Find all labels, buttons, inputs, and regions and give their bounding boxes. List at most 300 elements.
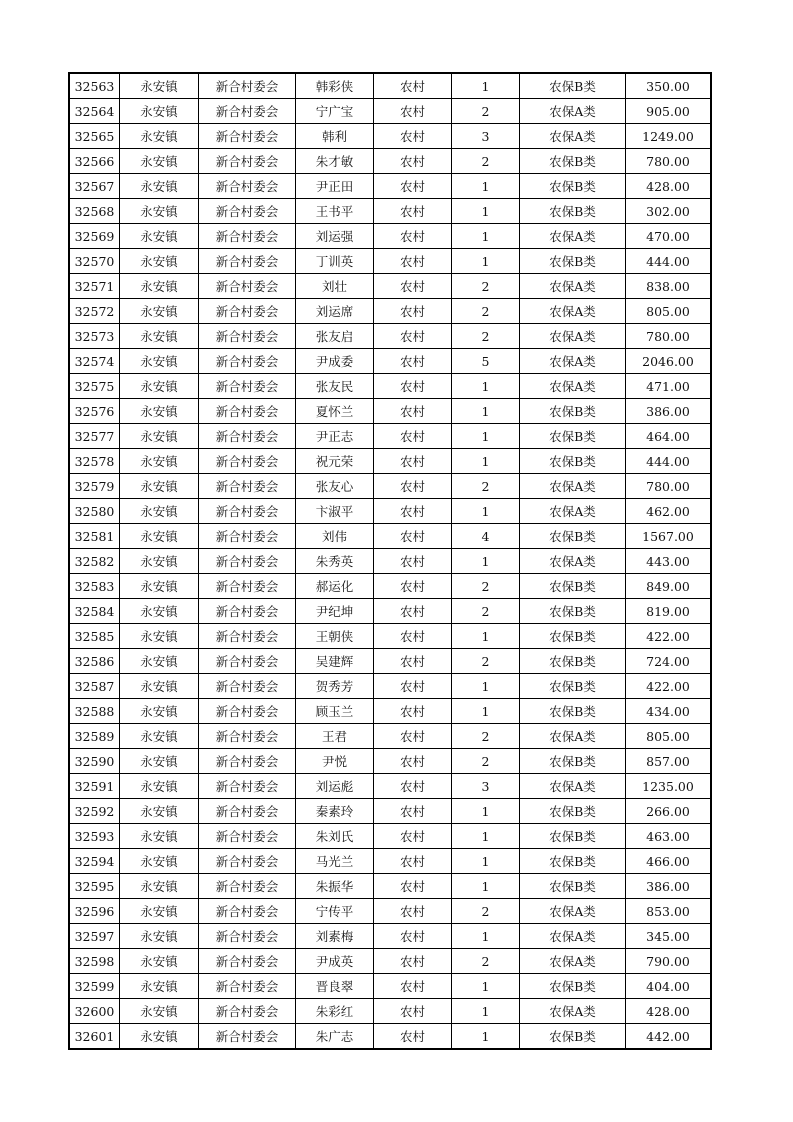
insurance-class-cell: 农保A类 [520,374,626,399]
id-cell: 32564 [69,99,120,124]
insurance-class-cell: 农保A类 [520,499,626,524]
table-row [69,499,711,524]
committee-cell: 新合村委会 [199,974,296,999]
name-cell: 马光兰 [296,849,374,874]
table-body [69,73,711,1049]
area-type-cell: 农村 [374,99,452,124]
area-type-cell: 农村 [374,999,452,1024]
amount-cell: 464.00 [626,424,712,449]
amount-cell: 2046.00 [626,349,712,374]
area-type-cell: 农村 [374,699,452,724]
household-count-cell: 2 [452,749,520,774]
town-cell: 永安镇 [120,699,199,724]
committee-cell: 新合村委会 [199,649,296,674]
amount-cell: 422.00 [626,674,712,699]
insurance-class-cell: 农保B类 [520,574,626,599]
id-cell: 32573 [69,324,120,349]
name-cell: 朱振华 [296,874,374,899]
name-cell: 刘伟 [296,524,374,549]
insurance-class-cell: 农保A类 [520,274,626,299]
town-cell: 永安镇 [120,424,199,449]
area-type-cell: 农村 [374,474,452,499]
committee-cell: 新合村委会 [199,124,296,149]
insurance-class-cell: 农保A类 [520,349,626,374]
household-count-cell: 2 [452,299,520,324]
table-row [69,249,711,274]
town-cell: 永安镇 [120,199,199,224]
insurance-class-cell: 农保B类 [520,599,626,624]
household-count-cell: 1 [452,549,520,574]
name-cell: 王朝侠 [296,624,374,649]
area-type-cell: 农村 [374,649,452,674]
town-cell: 永安镇 [120,799,199,824]
name-cell: 张友民 [296,374,374,399]
amount-cell: 345.00 [626,924,712,949]
area-type-cell: 农村 [374,574,452,599]
committee-cell: 新合村委会 [199,199,296,224]
town-cell: 永安镇 [120,599,199,624]
amount-cell: 350.00 [626,73,712,99]
table-row [69,299,711,324]
insurance-class-cell: 农保A类 [520,299,626,324]
insurance-class-cell: 农保B类 [520,249,626,274]
id-cell: 32577 [69,424,120,449]
id-cell: 32575 [69,374,120,399]
household-count-cell: 1 [452,999,520,1024]
area-type-cell: 农村 [374,249,452,274]
table-row [69,149,711,174]
insurance-class-cell: 农保B类 [520,649,626,674]
amount-cell: 463.00 [626,824,712,849]
town-cell: 永安镇 [120,999,199,1024]
table-row [69,824,711,849]
town-cell: 永安镇 [120,974,199,999]
area-type-cell: 农村 [374,199,452,224]
id-cell: 32579 [69,474,120,499]
id-cell: 32589 [69,724,120,749]
committee-cell: 新合村委会 [199,449,296,474]
amount-cell: 724.00 [626,649,712,674]
committee-cell: 新合村委会 [199,499,296,524]
insurance-class-cell: 农保B类 [520,674,626,699]
committee-cell: 新合村委会 [199,149,296,174]
household-count-cell: 1 [452,824,520,849]
id-cell: 32600 [69,999,120,1024]
area-type-cell: 农村 [374,1024,452,1050]
insurance-class-cell: 农保A类 [520,474,626,499]
id-cell: 32595 [69,874,120,899]
id-cell: 32587 [69,674,120,699]
insurance-class-cell: 农保A类 [520,224,626,249]
amount-cell: 462.00 [626,499,712,524]
area-type-cell: 农村 [374,749,452,774]
table-row [69,549,711,574]
town-cell: 永安镇 [120,224,199,249]
area-type-cell: 农村 [374,224,452,249]
committee-cell: 新合村委会 [199,624,296,649]
amount-cell: 434.00 [626,699,712,724]
amount-cell: 819.00 [626,599,712,624]
amount-cell: 444.00 [626,249,712,274]
committee-cell: 新合村委会 [199,474,296,499]
town-cell: 永安镇 [120,73,199,99]
town-cell: 永安镇 [120,174,199,199]
name-cell: 尹纪坤 [296,599,374,624]
household-count-cell: 1 [452,849,520,874]
town-cell: 永安镇 [120,774,199,799]
insurance-class-cell: 农保A类 [520,774,626,799]
committee-cell: 新合村委会 [199,174,296,199]
committee-cell: 新合村委会 [199,374,296,399]
household-count-cell: 1 [452,699,520,724]
committee-cell: 新合村委会 [199,874,296,899]
committee-cell: 新合村委会 [199,999,296,1024]
insurance-class-cell: 农保B类 [520,874,626,899]
town-cell: 永安镇 [120,899,199,924]
table-row [69,174,711,199]
name-cell: 刘运彪 [296,774,374,799]
insurance-class-cell: 农保A类 [520,949,626,974]
town-cell: 永安镇 [120,649,199,674]
household-count-cell: 1 [452,974,520,999]
town-cell: 永安镇 [120,349,199,374]
name-cell: 吴建辉 [296,649,374,674]
insurance-class-cell: 农保B类 [520,149,626,174]
area-type-cell: 农村 [374,799,452,824]
committee-cell: 新合村委会 [199,99,296,124]
id-cell: 32570 [69,249,120,274]
insurance-class-cell: 农保B类 [520,849,626,874]
amount-cell: 780.00 [626,474,712,499]
amount-cell: 780.00 [626,149,712,174]
town-cell: 永安镇 [120,149,199,174]
insurance-class-cell: 农保A类 [520,99,626,124]
amount-cell: 266.00 [626,799,712,824]
amount-cell: 422.00 [626,624,712,649]
name-cell: 张友启 [296,324,374,349]
name-cell: 尹成英 [296,949,374,974]
table-row [69,274,711,299]
household-count-cell: 2 [452,99,520,124]
committee-cell: 新合村委会 [199,324,296,349]
table-row [69,674,711,699]
table-row [69,924,711,949]
amount-cell: 790.00 [626,949,712,974]
id-cell: 32594 [69,849,120,874]
town-cell: 永安镇 [120,874,199,899]
amount-cell: 386.00 [626,399,712,424]
id-cell: 32576 [69,399,120,424]
name-cell: 夏怀兰 [296,399,374,424]
table-row [69,324,711,349]
household-count-cell: 1 [452,449,520,474]
committee-cell: 新合村委会 [199,924,296,949]
committee-cell: 新合村委会 [199,799,296,824]
household-count-cell: 2 [452,574,520,599]
amount-cell: 853.00 [626,899,712,924]
name-cell: 韩利 [296,124,374,149]
town-cell: 永安镇 [120,524,199,549]
id-cell: 32582 [69,549,120,574]
committee-cell: 新合村委会 [199,274,296,299]
committee-cell: 新合村委会 [199,899,296,924]
area-type-cell: 农村 [374,149,452,174]
area-type-cell: 农村 [374,499,452,524]
area-type-cell: 农村 [374,524,452,549]
household-count-cell: 1 [452,399,520,424]
committee-cell: 新合村委会 [199,599,296,624]
household-count-cell: 1 [452,199,520,224]
id-cell: 32598 [69,949,120,974]
town-cell: 永安镇 [120,674,199,699]
amount-cell: 386.00 [626,874,712,899]
table-row [69,649,711,674]
committee-cell: 新合村委会 [199,724,296,749]
id-cell: 32563 [69,73,120,99]
amount-cell: 466.00 [626,849,712,874]
area-type-cell: 农村 [374,549,452,574]
id-cell: 32565 [69,124,120,149]
name-cell: 尹成委 [296,349,374,374]
area-type-cell: 农村 [374,599,452,624]
committee-cell: 新合村委会 [199,73,296,99]
household-count-cell: 4 [452,524,520,549]
household-count-cell: 1 [452,674,520,699]
insurance-class-cell: 农保B类 [520,699,626,724]
insurance-class-cell: 农保A类 [520,124,626,149]
committee-cell: 新合村委会 [199,424,296,449]
household-count-cell: 1 [452,1024,520,1050]
committee-cell: 新合村委会 [199,224,296,249]
town-cell: 永安镇 [120,849,199,874]
id-cell: 32593 [69,824,120,849]
table-row [69,349,711,374]
insurance-class-cell: 农保B类 [520,749,626,774]
name-cell: 朱才敏 [296,149,374,174]
area-type-cell: 农村 [374,924,452,949]
household-count-cell: 2 [452,149,520,174]
id-cell: 32568 [69,199,120,224]
table-row [69,899,711,924]
id-cell: 32569 [69,224,120,249]
amount-cell: 857.00 [626,749,712,774]
committee-cell: 新合村委会 [199,249,296,274]
name-cell: 朱广志 [296,1024,374,1050]
town-cell: 永安镇 [120,924,199,949]
id-cell: 32578 [69,449,120,474]
household-count-cell: 3 [452,124,520,149]
id-cell: 32572 [69,299,120,324]
insurance-class-cell: 农保A类 [520,549,626,574]
household-count-cell: 2 [452,949,520,974]
area-type-cell: 农村 [374,274,452,299]
data-table [68,72,712,1050]
household-count-cell: 2 [452,899,520,924]
name-cell: 刘运席 [296,299,374,324]
amount-cell: 470.00 [626,224,712,249]
household-count-cell: 2 [452,599,520,624]
household-count-cell: 1 [452,73,520,99]
name-cell: 晋良翠 [296,974,374,999]
name-cell: 尹正田 [296,174,374,199]
town-cell: 永安镇 [120,449,199,474]
town-cell: 永安镇 [120,549,199,574]
table-row [69,624,711,649]
table-row [69,73,711,99]
table-row [69,699,711,724]
household-count-cell: 1 [452,499,520,524]
table-row [69,374,711,399]
table-row [69,124,711,149]
id-cell: 32584 [69,599,120,624]
town-cell: 永安镇 [120,299,199,324]
id-cell: 32590 [69,749,120,774]
committee-cell: 新合村委会 [199,549,296,574]
amount-cell: 404.00 [626,974,712,999]
name-cell: 尹悦 [296,749,374,774]
amount-cell: 444.00 [626,449,712,474]
area-type-cell: 农村 [374,824,452,849]
name-cell: 王书平 [296,199,374,224]
name-cell: 贺秀芳 [296,674,374,699]
table-row [69,874,711,899]
town-cell: 永安镇 [120,1024,199,1050]
name-cell: 宁传平 [296,899,374,924]
area-type-cell: 农村 [374,73,452,99]
area-type-cell: 农村 [374,174,452,199]
id-cell: 32591 [69,774,120,799]
id-cell: 32583 [69,574,120,599]
household-count-cell: 1 [452,924,520,949]
committee-cell: 新合村委会 [199,699,296,724]
town-cell: 永安镇 [120,124,199,149]
table-row [69,974,711,999]
table-row [69,749,711,774]
name-cell: 尹正志 [296,424,374,449]
table-row [69,399,711,424]
name-cell: 秦素玲 [296,799,374,824]
committee-cell: 新合村委会 [199,774,296,799]
name-cell: 郝运化 [296,574,374,599]
table-row [69,1024,711,1050]
id-cell: 32581 [69,524,120,549]
amount-cell: 442.00 [626,1024,712,1050]
insurance-class-cell: 农保A类 [520,324,626,349]
area-type-cell: 农村 [374,899,452,924]
table-row [69,724,711,749]
household-count-cell: 1 [452,374,520,399]
table-row [69,799,711,824]
id-cell: 32597 [69,924,120,949]
committee-cell: 新合村委会 [199,399,296,424]
committee-cell: 新合村委会 [199,749,296,774]
household-count-cell: 2 [452,274,520,299]
area-type-cell: 农村 [374,674,452,699]
table-row [69,199,711,224]
committee-cell: 新合村委会 [199,349,296,374]
id-cell: 32588 [69,699,120,724]
amount-cell: 1249.00 [626,124,712,149]
insurance-class-cell: 农保A类 [520,924,626,949]
insurance-class-cell: 农保B类 [520,1024,626,1050]
committee-cell: 新合村委会 [199,524,296,549]
committee-cell: 新合村委会 [199,824,296,849]
committee-cell: 新合村委会 [199,849,296,874]
id-cell: 32574 [69,349,120,374]
area-type-cell: 农村 [374,849,452,874]
table-row [69,774,711,799]
area-type-cell: 农村 [374,774,452,799]
area-type-cell: 农村 [374,374,452,399]
id-cell: 32585 [69,624,120,649]
area-type-cell: 农村 [374,624,452,649]
area-type-cell: 农村 [374,424,452,449]
table-row [69,574,711,599]
name-cell: 韩彩侠 [296,73,374,99]
insurance-class-cell: 农保A类 [520,899,626,924]
name-cell: 顾玉兰 [296,699,374,724]
committee-cell: 新合村委会 [199,949,296,974]
area-type-cell: 农村 [374,874,452,899]
insurance-class-cell: 农保B类 [520,73,626,99]
household-count-cell: 1 [452,624,520,649]
insurance-class-cell: 农保B类 [520,524,626,549]
amount-cell: 428.00 [626,174,712,199]
table-row [69,224,711,249]
amount-cell: 849.00 [626,574,712,599]
town-cell: 永安镇 [120,274,199,299]
town-cell: 永安镇 [120,824,199,849]
name-cell: 刘壮 [296,274,374,299]
id-cell: 32567 [69,174,120,199]
town-cell: 永安镇 [120,949,199,974]
household-count-cell: 1 [452,174,520,199]
area-type-cell: 农村 [374,124,452,149]
area-type-cell: 农村 [374,949,452,974]
id-cell: 32571 [69,274,120,299]
insurance-class-cell: 农保B类 [520,824,626,849]
household-count-cell: 2 [452,324,520,349]
name-cell: 卞淑平 [296,499,374,524]
town-cell: 永安镇 [120,99,199,124]
name-cell: 张友心 [296,474,374,499]
town-cell: 永安镇 [120,474,199,499]
id-cell: 32592 [69,799,120,824]
amount-cell: 805.00 [626,724,712,749]
amount-cell: 1235.00 [626,774,712,799]
table-row [69,849,711,874]
insurance-class-cell: 农保B类 [520,799,626,824]
household-count-cell: 3 [452,774,520,799]
town-cell: 永安镇 [120,499,199,524]
town-cell: 永安镇 [120,574,199,599]
town-cell: 永安镇 [120,374,199,399]
area-type-cell: 农村 [374,299,452,324]
household-count-cell: 1 [452,424,520,449]
amount-cell: 471.00 [626,374,712,399]
insurance-class-cell: 农保B类 [520,974,626,999]
id-cell: 32580 [69,499,120,524]
household-count-cell: 2 [452,649,520,674]
amount-cell: 443.00 [626,549,712,574]
amount-cell: 838.00 [626,274,712,299]
committee-cell: 新合村委会 [199,299,296,324]
id-cell: 32599 [69,974,120,999]
town-cell: 永安镇 [120,324,199,349]
town-cell: 永安镇 [120,749,199,774]
name-cell: 宁广宝 [296,99,374,124]
committee-cell: 新合村委会 [199,674,296,699]
